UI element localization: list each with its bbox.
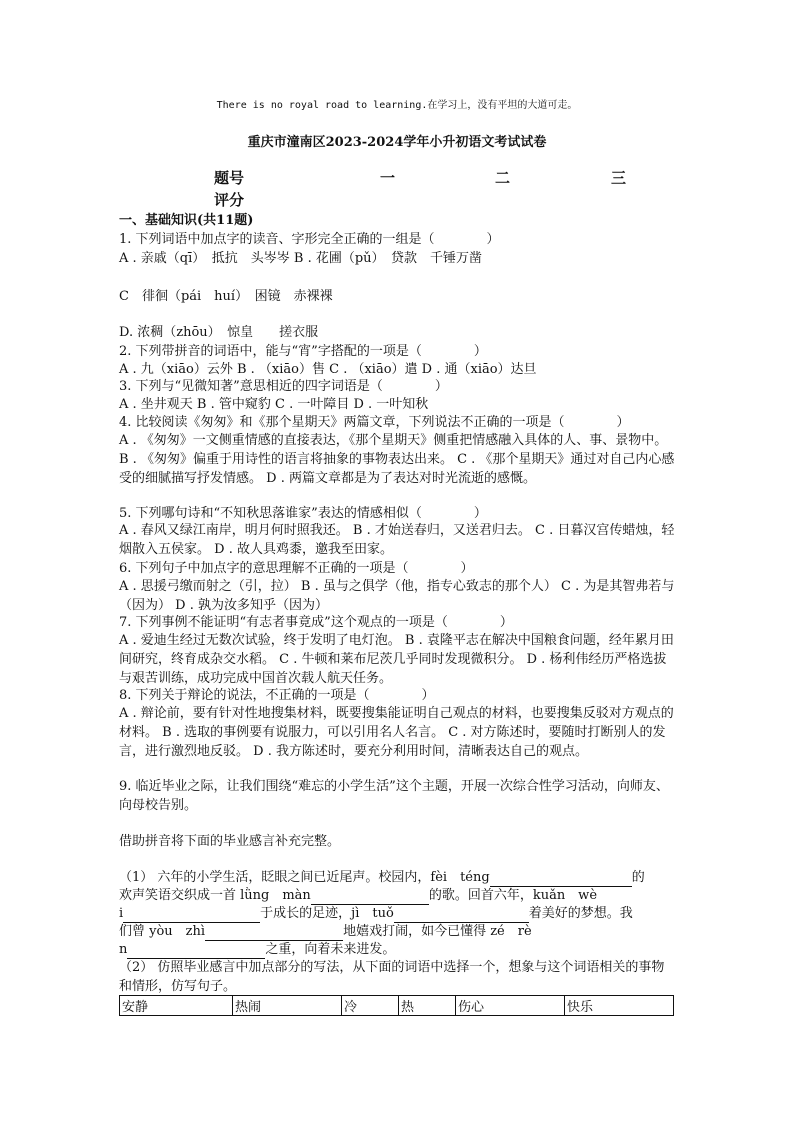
answer-blank[interactable]: [127, 944, 265, 959]
score-table-col-2: 二: [495, 169, 511, 187]
question-3: 3. 下列与“见微知著”意思相近的四字词语是（ ）: [119, 379, 448, 394]
score-table-col-3: 三: [611, 169, 627, 187]
question-2: 2. 下列带拼音的词语中，能与“宵”字搭配的一项是（ ）: [119, 344, 487, 359]
answer-blank[interactable]: [490, 872, 632, 887]
question-7: 7. 下列事例不能证明“有志者事竟成”这个观点的一项是（ ）: [119, 615, 513, 630]
question-6: 6. 下列句子中加点字的意思理解不正确的一项是（ ）: [119, 561, 474, 576]
question-2-options: A . 九（xiāo）云外 B . （xiāo）售 C . （xiāo）遣 D . 通（xiāo）达旦: [119, 362, 537, 377]
question-3-options: A . 坐井观天 B . 管中窥豹 C . 一叶障目 D . 一叶知秋: [119, 397, 429, 412]
question-6-options: A . 思援弓缴而射之（引，拉） B . 虽与之俱学（他，指专心致志的那个人） C . 为是其智弗若与（因为） D . 孰为汝多知乎（因为）: [119, 579, 675, 613]
answer-blank[interactable]: [123, 908, 260, 923]
word-cell: 热闹: [233, 996, 342, 1016]
score-table-header-label: 题号: [214, 169, 245, 187]
question-1-option-d: D. 浓稠（zhōu） 惊皇 搓衣服: [119, 325, 319, 340]
fill-text: 的歌。回首六年，kuǎn wè: [428, 888, 598, 903]
fill-line-4: [119, 922, 532, 941]
score-table-col-1: 一: [380, 169, 396, 187]
answer-blank[interactable]: [394, 908, 529, 923]
fill-line-2: [119, 886, 597, 905]
question-8: 8. 下列关于辩论的说法，不正确的一项是（ ）: [119, 688, 435, 703]
fill-line-3: [119, 904, 633, 923]
question-1-options-ab: A . 亲戚（qī） 抵抗 头岑岑 B . 花圃（pǔ） 贷款 千锤万凿: [119, 251, 483, 266]
fill-text: 们曾 yòu zhì: [119, 924, 206, 939]
fill-text: 欢声笑语交织成一首 lǜng màn: [119, 888, 311, 903]
word-cell: 冷: [342, 996, 399, 1016]
fill-text: i: [119, 906, 124, 921]
question-9-part-2: （2） 仿照毕业感言中加点部分的写法，从下面的词语中选择一个，想象与这个词语相关的事物和情形，仿写句子。: [119, 960, 665, 994]
fill-line-1: [119, 868, 645, 887]
score-table-row-label: 评分: [214, 191, 245, 209]
section-heading: 一、基础知识(共11题): [119, 213, 254, 228]
fill-line-5: [119, 940, 395, 959]
question-9-intro: 借助拼音将下面的毕业感言补充完整。: [119, 834, 341, 849]
question-1: 1. 下列词语中加点字的读音、字形完全正确的一组是（ ）: [119, 232, 500, 247]
question-7-options: A . 爱迪生经过无数次试验，终于发明了电灯泡。 B . 袁隆平志在解决中国粮食问题，经年累月田间研究，终育成杂交水稻。 C . 牛顿和莱布尼茨几乎同时发现微积分。 D . 杨利伟经历严格选拔与艰苦训练，成功完成中国首次载人航天任务。: [119, 633, 674, 686]
word-cell: 快乐: [565, 996, 674, 1016]
question-8-options: A . 辩论前，要有针对性地搜集材料，既要搜集能证明自己观点的材料，也要搜集反驳对方观点的材料。 B . 选取的事例要有说服力，可以引用名人名言。 C . 对方陈述时，要随时打断别人的发言，进行激烈地反驳。 D . 我方陈述时，要充分利用时间，清晰表达自己的观点。: [119, 706, 674, 759]
question-4-options: A . 《匆匆》一文侧重情感的直接表达，《那个星期天》侧重把情感融入具体的人、事、景物中。 B . 《匆匆》偏重于用诗性的语言将抽象的事物表达出来。 C . 《那个星期天》通过对自己内心感受的细腻描写抒发情感。 D . 两篇文章都是为了表达对时光流逝的感慨。: [119, 433, 675, 486]
fill-text: 地嬉戏打闹，如今已懂得 zé rè: [343, 924, 532, 939]
fill-text: n: [119, 942, 128, 957]
exam-title: 重庆市潼南区2023-2024学年小升初语文考试试卷: [247, 135, 547, 150]
word-choice-table: [119, 995, 674, 1016]
fill-text: 于成长的足迹，jì tuǒ: [260, 906, 394, 921]
word-cell: 伤心: [456, 996, 565, 1016]
question-4: 4. 比较阅读《匆匆》和《那个星期天》两篇文章，下列说法不正确的一项是（ ）: [119, 415, 630, 430]
page-header-quote: There is no royal road to learning.在学习上，没有平坦的大道可走。: [216, 100, 578, 111]
fill-text: 着美好的梦想。我: [528, 906, 633, 921]
question-5: 5. 下列哪句诗和“不知秋思落谁家”表达的情感相似（ ）: [119, 506, 487, 521]
word-cell: 安静: [120, 996, 233, 1016]
question-9: 9. 临近毕业之际，让我们围绕“难忘的小学生活”这个主题，开展一次综合性学习活动，向师友、向母校告别。: [119, 779, 669, 813]
fill-text: 之重，向着未来进发。: [265, 942, 396, 957]
answer-blank[interactable]: [311, 890, 429, 905]
question-5-options: A . 春风又绿江南岸，明月何时照我还。 B . 才始送春归，又送君归去。 C . 日暮汉宫传蜡烛，轻烟散入五侯家。 D . 故人具鸡黍，邀我至田家。: [119, 523, 675, 557]
answer-blank[interactable]: [205, 926, 343, 941]
fill-text: （1） 六年的小学生活，眨眼之间已近尾声。校园内，fèi téng: [119, 870, 490, 885]
word-cell: 热: [399, 996, 456, 1016]
fill-text: 的: [631, 870, 645, 885]
question-1-option-c: C 徘徊（pái huí） 困镜 赤裸裸: [119, 289, 333, 304]
